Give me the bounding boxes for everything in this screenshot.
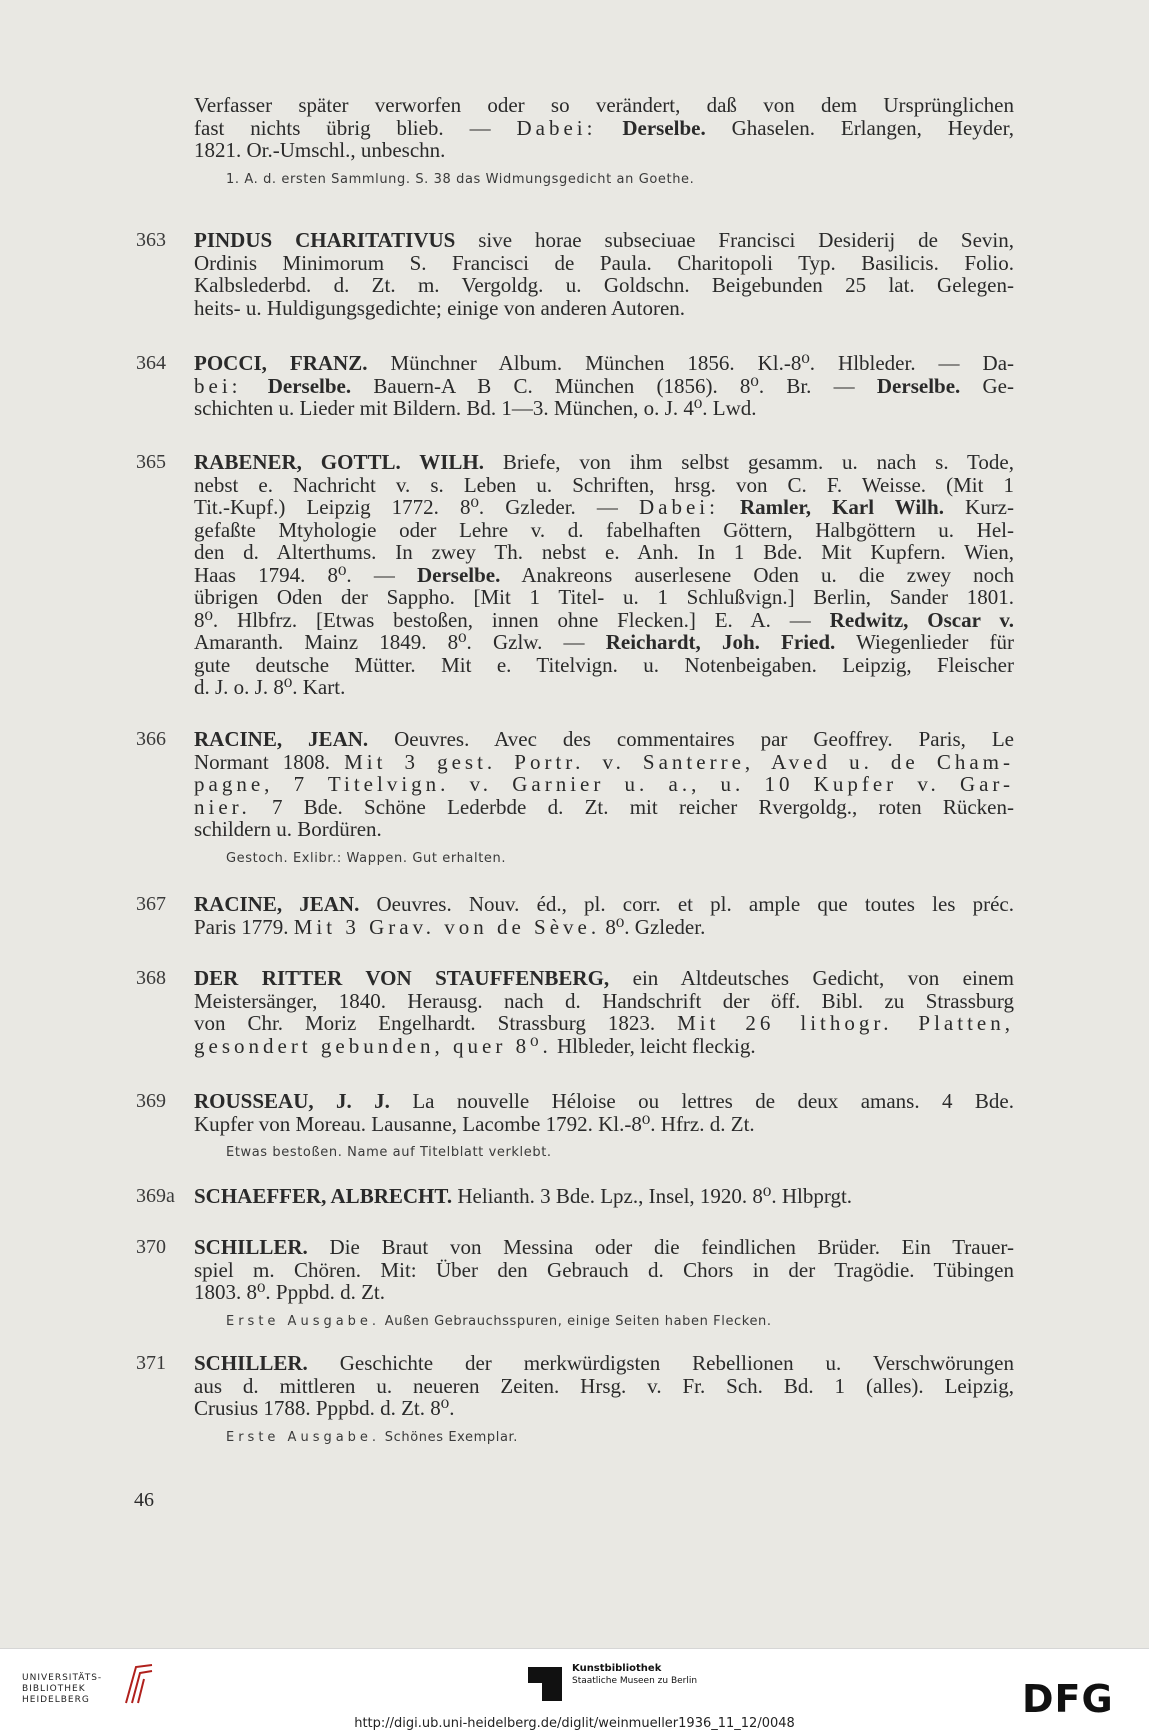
text-line: RACINE, JEAN. Oeuvres. Avec des commentaires par Geoffrey. Paris, Le	[194, 727, 1014, 751]
text-line: Normant 1808. Mit 3 gest. Portr. v. Santerre, Aved u. de Cham-	[194, 749, 1014, 774]
text-line: Meistersänger, 1840. Herausg. nach d. Handschrift der öff. Bibl. zu Strassburg	[194, 988, 1014, 1013]
text-line: heits- u. Huldigungsgedichte; einige von anderen Autoren.	[194, 295, 686, 320]
text-line: Kalbslederbd. d. Zt. m. Vergoldg. u. Goldschn. Beigebunden 25 lat. Gelegen-	[194, 273, 1014, 297]
catalog-entry-364	[136, 351, 1015, 420]
text-line: SCHAEFFER, ALBRECHT. Helianth. 3 Bde. Lpz., Insel, 1920. 8⁰. Hlbprgt.	[194, 1184, 853, 1208]
text-line: SCHILLER. Die Braut von Messina oder die feindlichen Brüder. Ein Trauer-	[194, 1235, 1014, 1259]
entry-number: 369	[136, 1090, 166, 1112]
text-line: Crusius 1788. Pppbd. d. Zt. 8⁰.	[194, 1396, 455, 1420]
university-library-logo[interactable]	[22, 1673, 102, 1706]
catalog-entry-369a	[136, 1184, 1014, 1208]
entry-number: 365	[136, 451, 166, 473]
text-line: Ordinis Minimorum S. Francisci de Paula. Charitopoli Typ. Basilicis. Folio.	[194, 250, 1014, 275]
kb-title: Kunstbibliothek	[572, 1663, 662, 1674]
page-number: 46	[134, 1489, 154, 1511]
kunstbibliothek-logo-icon[interactable]	[528, 1663, 562, 1703]
text-line: den d. Alterthums. In zwey Th. nebst e. Anh. In 1 Bde. Mit Kupfern. Wien,	[194, 540, 1014, 564]
text-line: aus d. mittleren u. neueren Zeiten. Hrsg. v. Fr. Sch. Bd. 1 (alles). Leipzig,	[194, 1373, 1014, 1398]
text-line: übrigen Oden der Sappho. [Mit 1 Titel- u. 1 Schlußvign.] Berlin, Sander 1801.	[194, 585, 1014, 609]
source-url-link[interactable]: http://digi.ub.uni-heidelberg.de/diglit/weinmueller1936_11_12/0048	[354, 1716, 795, 1731]
text-line: Verfasser später verworfen oder so verändert, daß von dem Ursprünglichen	[194, 93, 1014, 117]
text-line: gefaßte Mtyhologie oder Lehre v. d. fabelhaften Göttern, Halbgöttern u. Hel-	[194, 517, 1014, 542]
text-line: ROUSSEAU, J. J. La nouvelle Héloise ou lettres de deux amans. 4 Bde.	[194, 1089, 1014, 1113]
text-line: von Chr. Moriz Engelhardt. Strassburg 1823. Mit 26 lithogr. Platten,	[194, 1011, 1014, 1035]
text-line: bei: Derselbe. Bauern-A B C. München (1856). 8⁰. Br. — Derselbe. Ge-	[194, 373, 1014, 398]
entry-number: 364	[136, 352, 166, 374]
entry-number: 367	[136, 893, 166, 915]
text-line: DER RITTER VON STAUFFENBERG, ein Altdeutsches Gedicht, von einem	[194, 966, 1014, 990]
text-line: schildern u. Bordüren.	[194, 817, 382, 841]
dfg-logo[interactable]: DFG	[1022, 1677, 1114, 1721]
text-line: RABENER, GOTTL. WILH. Briefe, von ihm selbst gesamm. u. nach s. Tode,	[194, 450, 1014, 474]
catalog-entry-370	[136, 1235, 1014, 1330]
text-line: SCHILLER. Geschichte der merkwürdigsten Rebellionen u. Verschwörungen	[194, 1351, 1014, 1375]
text-line: 1803. 8⁰. Pppbd. d. Zt.	[194, 1280, 386, 1304]
catalog-entry-371	[136, 1351, 1014, 1446]
text-line: Amaranth. Mainz 1849. 8⁰. Gzlw. — Reichardt, Joh. Fried. Wiegenlieder für	[194, 630, 1014, 654]
text-line: PINDUS CHARITATIVUS sive horae subseciuae Francisci Desiderij de Sevin,	[194, 228, 1014, 252]
logo-text: BIBLIOTHEK	[22, 1684, 86, 1694]
text-line: nier. 7 Bde. Schöne Lederbde d. Zt. mit reicher Rvergoldg., roten Rücken-	[194, 794, 1014, 819]
footnote: Etwas bestoßen. Name auf Titelblatt verklebt.	[226, 1145, 552, 1160]
text-line: Paris 1779. Mit 3 Grav. von de Sève. 8⁰. Gzleder.	[194, 914, 706, 939]
intro-block	[194, 94, 1014, 188]
footnote: Erste Ausgabe. Schönes Exemplar.	[226, 1429, 519, 1445]
text-line: Tit.-Kupf.) Leipzig 1772. 8⁰. Gzleder. — Dabei: Ramler, Karl Wilh. Kurz-	[194, 495, 1014, 519]
catalog-entry-367	[136, 892, 1014, 939]
footnote: 1. A. d. ersten Sammlung. S. 38 das Widmungsgedicht an Goethe.	[226, 171, 695, 187]
text-line: nebst e. Nachricht v. s. Leben u. Schriften, hrsg. von C. F. Weisse. (Mit 1	[194, 472, 1014, 497]
text-line: gute deutsche Mütter. Mit e. Titelvign. u. Notenbeigaben. Leipzig, Fleischer	[194, 652, 1014, 677]
entry-number: 369a	[136, 1185, 175, 1207]
entry-number: 366	[136, 728, 166, 750]
text-line: fast nichts übrig blieb. — Dabei: Derselbe. Ghaselen. Erlangen, Heyder,	[194, 115, 1014, 140]
text-line: d. J. o. J. 8⁰. Kart.	[194, 675, 346, 699]
text-line: gesondert gebunden, quer 8⁰. Hlbleder, leicht fleckig.	[194, 1033, 756, 1058]
footnote: Erste Ausgabe. Außen Gebrauchsspuren, einige Seiten haben Flecken.	[226, 1313, 772, 1329]
entry-number: 370	[136, 1236, 166, 1258]
catalog-entry-369	[136, 1089, 1014, 1161]
logo-text: HEIDELBERG	[22, 1695, 90, 1705]
text-line: Kupfer von Moreau. Lausanne, Lacombe 1792. Kl.-8⁰. Hfrz. d. Zt.	[194, 1111, 755, 1136]
text-line: RACINE, JEAN. Oeuvres. Nouv. éd., pl. corr. et pl. ample que toutes les préc.	[194, 892, 1014, 916]
text-line: schichten u. Lieder mit Bildern. Bd. 1—3. München, o. J. 4⁰. Lwd.	[194, 396, 757, 420]
text-line: POCCI, FRANZ. Münchner Album. München 1856. Kl.-8⁰. Hlbleder. — Da-	[194, 351, 1015, 375]
catalog-entry-368	[136, 966, 1014, 1058]
footnote: Gestoch. Exlibr.: Wappen. Gut erhalten.	[226, 850, 507, 866]
catalog-entry-363	[136, 228, 1014, 320]
logo-text: UNIVERSITÄTS-	[22, 1673, 103, 1683]
text-line: pagne, 7 Titelvign. v. Garnier u. a., u. 10 Kupfer v. Gar-	[194, 772, 1014, 796]
footer	[0, 1648, 1149, 1736]
catalog-entry-365	[136, 450, 1015, 699]
kunstbibliothek-name	[572, 1663, 697, 1687]
entry-number: 371	[136, 1352, 166, 1374]
text-line: Haas 1794. 8⁰. — Derselbe. Anakreons auserlesene Oden u. die zwey noch	[194, 562, 1014, 587]
heidelberg-emblem-icon	[122, 1663, 156, 1707]
entry-number: 368	[136, 967, 166, 989]
entry-number: 363	[136, 229, 166, 251]
catalog-entry-366	[136, 727, 1014, 867]
kb-subtitle: Staatliche Museen zu Berlin	[572, 1676, 698, 1686]
text-line: 8⁰. Hlbfrz. [Etwas bestoßen, innen ohne Flecken.] E. A. — Redwitz, Oscar v.	[194, 607, 1015, 632]
text-line: 1821. Or.-Umschl., unbeschn.	[194, 138, 446, 162]
text-line: spiel m. Chören. Mit: Über den Gebrauch d. Chors in der Tragödie. Tübingen	[194, 1257, 1014, 1282]
